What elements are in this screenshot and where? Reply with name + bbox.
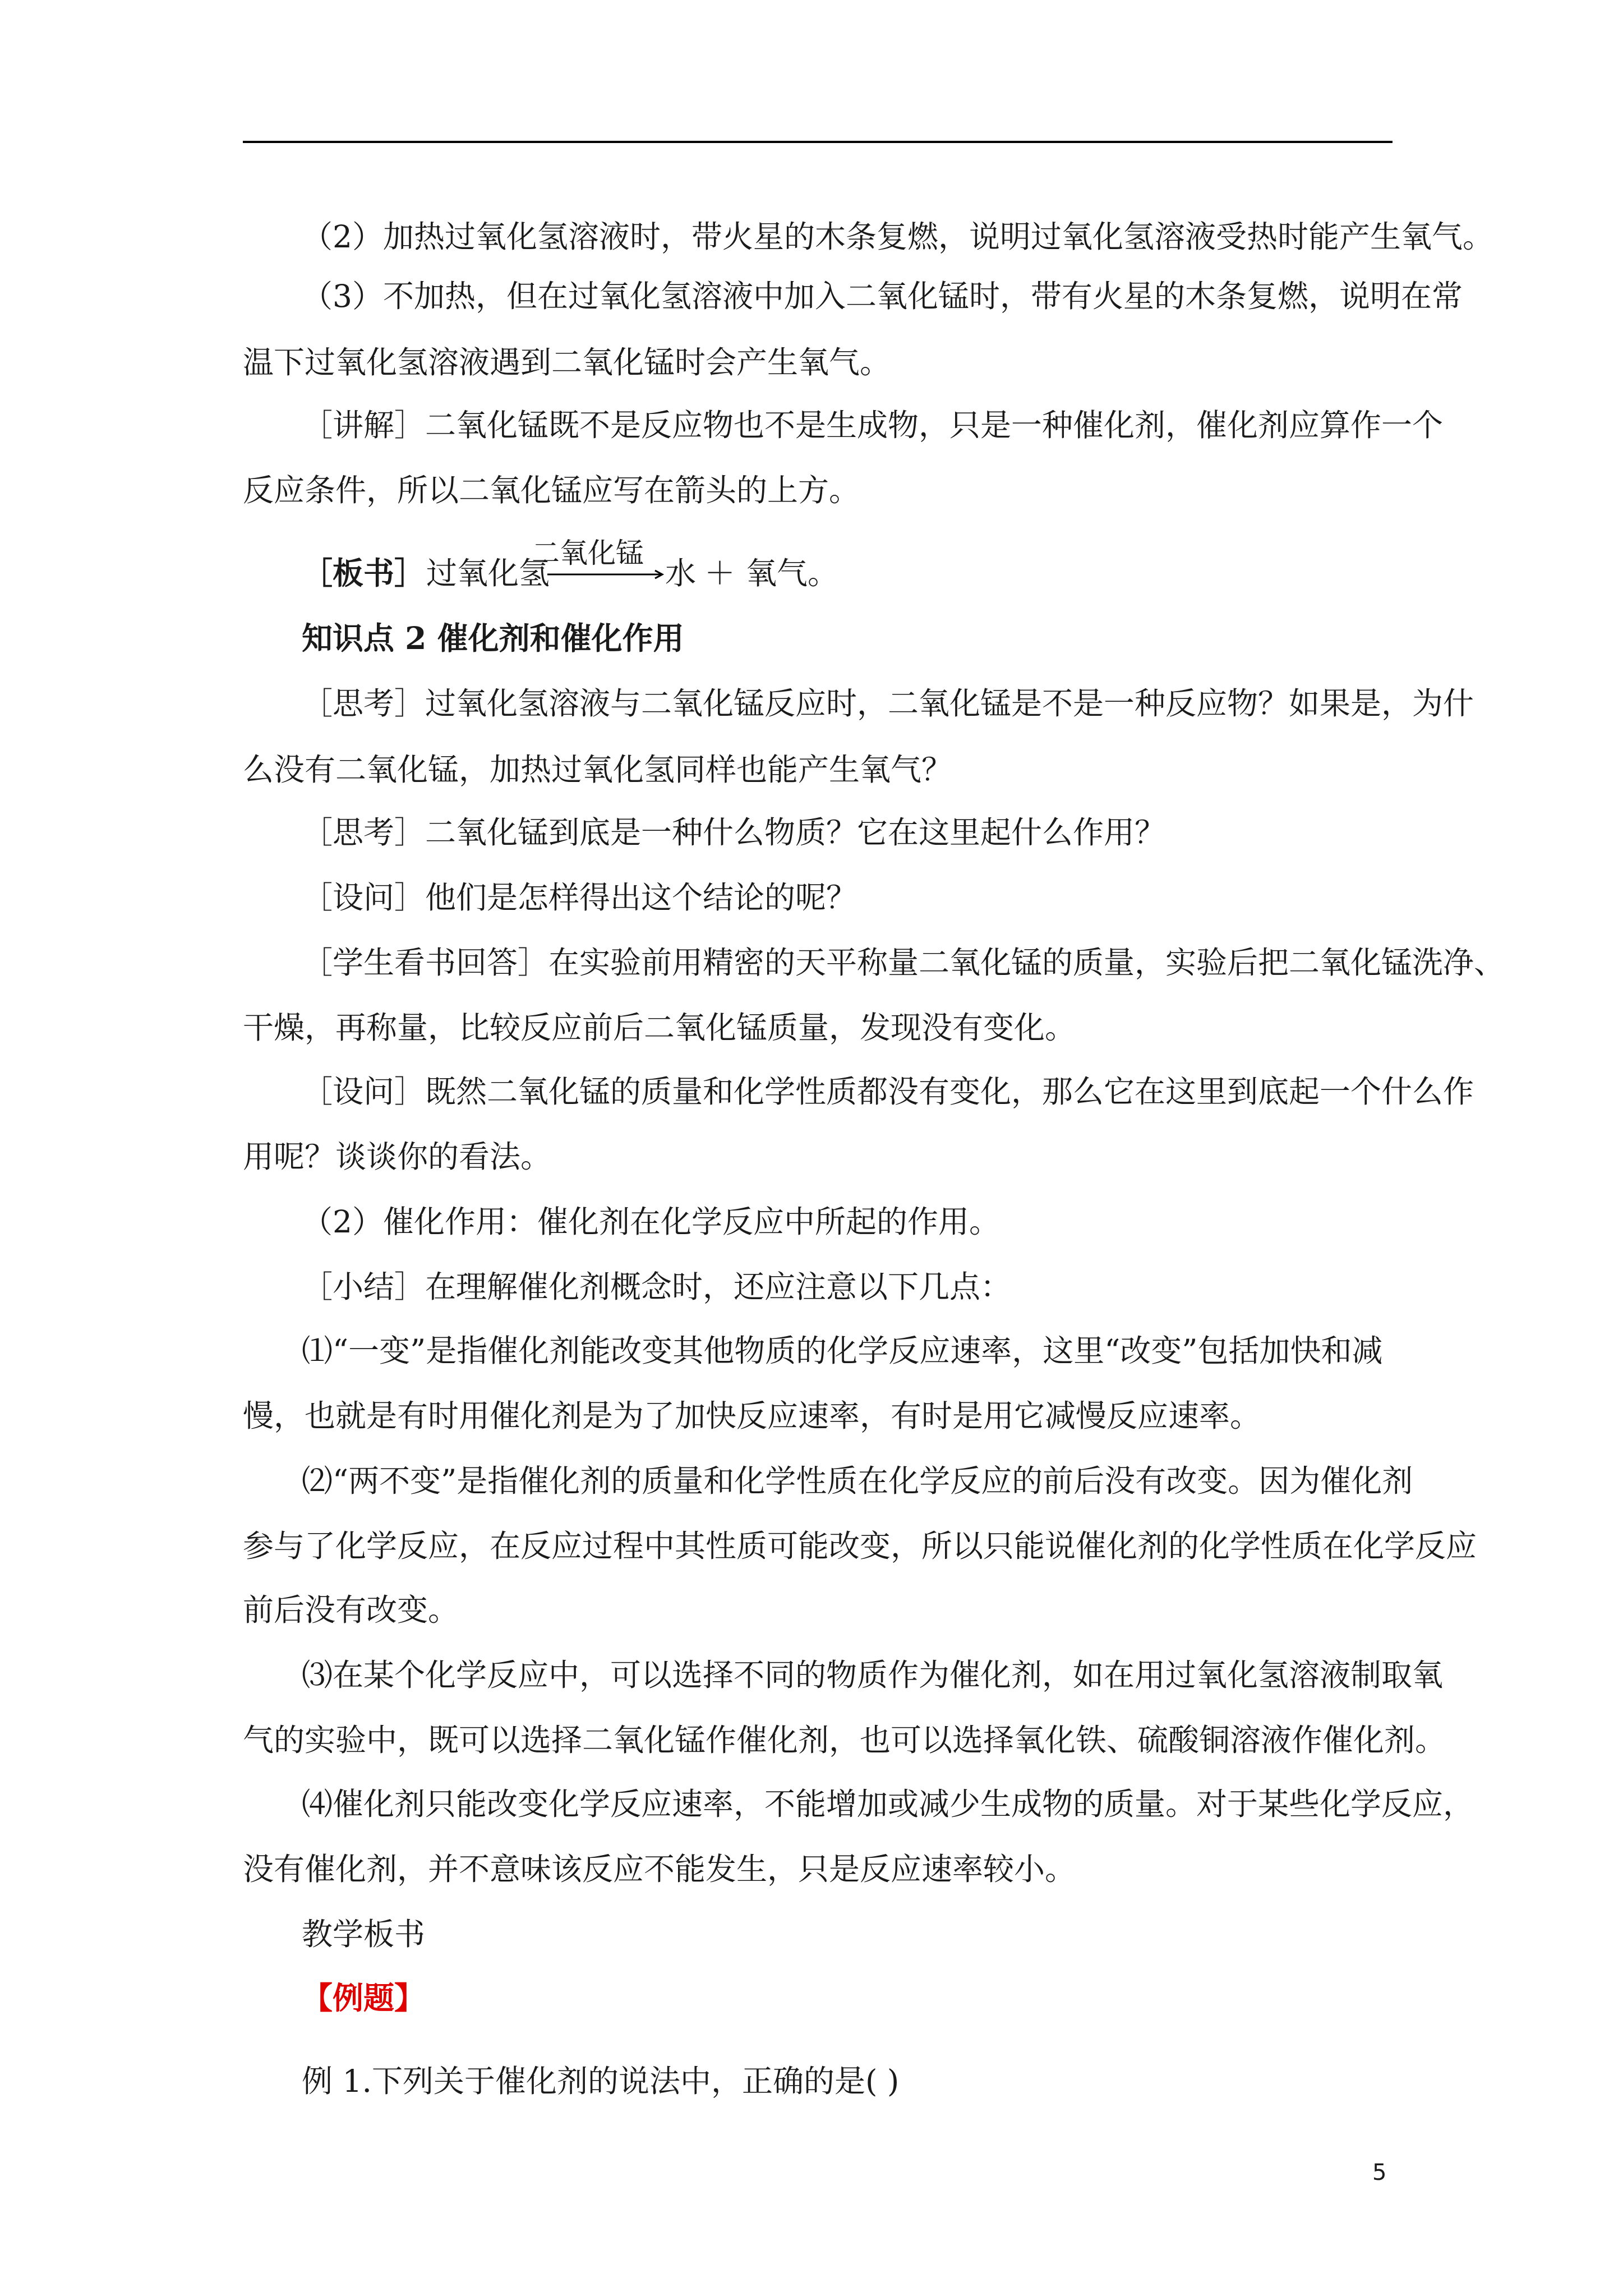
paragraph: 没有催化剂，并不意味该反应不能发生，只是反应速率较小。 bbox=[243, 1851, 1076, 1887]
paragraph: （3）不加热，但在过氧化氢溶液中加入二氧化锰时，带有火星的木条复燃，说明在常 bbox=[302, 278, 1463, 314]
paragraph: 教学板书 bbox=[302, 1916, 426, 1952]
paragraph: ［小结］在理解催化剂概念时，还应注意以下几点： bbox=[302, 1269, 1012, 1305]
page-number: 5 bbox=[1372, 2160, 1387, 2185]
paragraph: （2）催化作用：催化剂在化学反应中所起的作用。 bbox=[302, 1204, 1000, 1240]
paragraph: ［设问］他们是怎样得出这个结论的呢？ bbox=[302, 880, 857, 915]
reaction-condition: 二氧化锰 bbox=[532, 537, 644, 569]
paragraph: 用呢？谈谈你的看法。 bbox=[243, 1139, 552, 1175]
paragraph: 前后没有改变。 bbox=[243, 1592, 459, 1628]
header-rule bbox=[243, 141, 1393, 143]
reaction-arrow-icon bbox=[547, 568, 665, 581]
paragraph: ［学生看书回答］在实验前用精密的天平称量二氧化锰的质量，实验后把二氧化锰洗净、 bbox=[302, 945, 1505, 981]
board-tag: ［板书］ bbox=[302, 555, 426, 591]
paragraph: 干燥，再称量，比较反应前后二氧化锰质量，发现没有变化。 bbox=[243, 1010, 1076, 1046]
paragraph: ⑴“一变”是指催化剂能改变其他物质的化学反应速率，这里“改变”包括加快和减 bbox=[302, 1333, 1383, 1369]
product-water: 水 bbox=[665, 555, 697, 591]
paragraph: 慢，也就是有时用催化剂是为了加快反应速率，有时是用它减慢反应速率。 bbox=[243, 1398, 1261, 1434]
paragraph: 么没有二氧化锰，加热过氧化氢同样也能产生氧气？ bbox=[243, 752, 953, 788]
example-question: 例 1.下列关于催化剂的说法中，正确的是( ) bbox=[302, 2063, 900, 2099]
paragraph: ［讲解］二氧化锰既不是反应物也不是生成物，只是一种催化剂，催化剂应算作一个 bbox=[302, 407, 1444, 443]
product-oxygen: 氧气。 bbox=[746, 555, 839, 591]
paragraph: 温下过氧化氢溶液遇到二氧化锰时会产生氧气。 bbox=[243, 344, 891, 380]
paragraph: ［设问］既然二氧化锰的质量和化学性质都没有变化，那么它在这里到底起一个什么作 bbox=[302, 1074, 1474, 1110]
paragraph: ⑵“两不变”是指催化剂的质量和化学性质在化学反应的前后没有改变。因为催化剂 bbox=[302, 1463, 1413, 1499]
paragraph: 参与了化学反应，在反应过程中其性质可能改变，所以只能说催化剂的化学性质在化学反应 bbox=[243, 1528, 1477, 1564]
reactant: 过氧化氢 bbox=[426, 555, 550, 591]
example-heading: 【例题】 bbox=[302, 1980, 426, 2016]
chemical-equation bbox=[302, 535, 975, 602]
knowledge-point-heading: 知识点 2 催化剂和催化作用 bbox=[302, 620, 684, 656]
paragraph: 气的实验中，既可以选择二氧化锰作催化剂，也可以选择氧化铁、硫酸铜溶液作催化剂。 bbox=[243, 1722, 1446, 1758]
paragraph: ［思考］过氧化氢溶液与二氧化锰反应时，二氧化锰是不是一种反应物？如果是，为什 bbox=[302, 685, 1474, 721]
paragraph: ⑷催化剂只能改变化学反应速率，不能增加或减少生成物的质量。对于某些化学反应， bbox=[302, 1786, 1474, 1822]
paragraph: ⑶在某个化学反应中，可以选择不同的物质作为催化剂，如在用过氧化氢溶液制取氧 bbox=[302, 1657, 1444, 1693]
paragraph: ［思考］二氧化锰到底是一种什么物质？它在这里起什么作用？ bbox=[302, 815, 1166, 850]
plus-sign: ＋ bbox=[704, 555, 736, 591]
paragraph: 反应条件，所以二氧化锰应写在箭头的上方。 bbox=[243, 472, 860, 508]
paragraph: （2）加热过氧化氢溶液时，带火星的木条复燃，说明过氧化氢溶液受热时能产生氧气。 bbox=[302, 219, 1493, 255]
